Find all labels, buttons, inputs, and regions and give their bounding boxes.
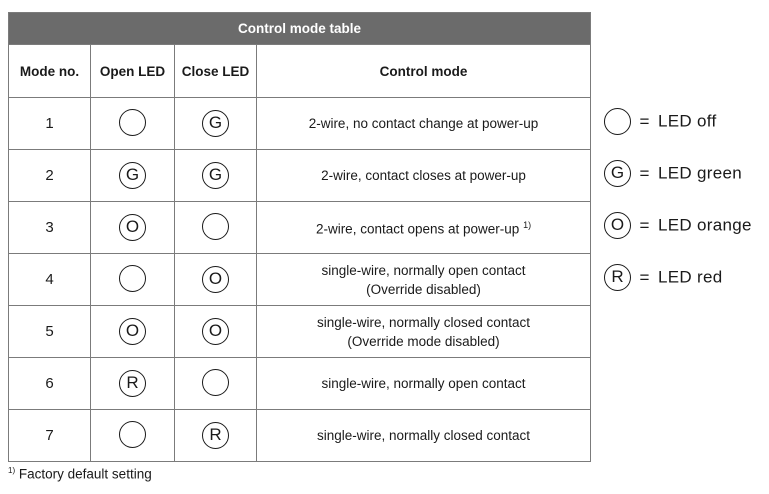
mode-number: 2 — [9, 150, 91, 202]
legend-item — [604, 264, 722, 291]
legend-label: LED red — [658, 267, 723, 287]
led-circle-icon: G — [604, 160, 631, 187]
control-mode-cell — [257, 254, 591, 306]
legend-item — [604, 160, 742, 187]
open-led-cell — [91, 202, 175, 254]
led-circle-icon: R — [202, 422, 229, 449]
equals-sign: = — [639, 111, 650, 131]
footnote-mark: 1) — [8, 466, 16, 475]
open-led-cell — [91, 306, 175, 358]
close-led-cell — [175, 254, 257, 306]
table-row — [9, 202, 591, 254]
legend-item — [604, 212, 752, 239]
control-mode-text: single-wire, normally open contact — [321, 376, 526, 391]
footnote — [8, 466, 152, 482]
table-title: Control mode table — [9, 13, 591, 45]
header-close-led: Close LED — [175, 45, 257, 98]
led-circle-icon: O — [119, 318, 146, 345]
open-led-cell — [91, 358, 175, 410]
control-mode-text: 2-wire, contact opens at power-up — [315, 221, 520, 237]
control-mode-subtext: (Override mode disabled) — [347, 333, 500, 349]
control-mode-text: single-wire, normally closed contact — [316, 428, 531, 443]
mode-number: 3 — [9, 202, 91, 254]
led-circle-icon: R — [604, 264, 631, 291]
led-circle-icon: O — [119, 214, 146, 241]
control-mode-cell — [257, 202, 591, 254]
led-circle-icon — [202, 213, 229, 240]
control-mode-cell — [257, 410, 591, 462]
legend-label: LED green — [658, 163, 742, 183]
mode-number: 7 — [9, 410, 91, 462]
led-circle-icon: O — [202, 266, 229, 293]
open-led-cell — [91, 98, 175, 150]
close-led-cell — [175, 358, 257, 410]
open-led-cell — [91, 254, 175, 306]
led-circle-icon: G — [202, 110, 229, 137]
open-led-cell — [91, 410, 175, 462]
led-circle-icon: G — [119, 162, 146, 189]
close-led-cell — [175, 202, 257, 254]
table-row — [9, 306, 591, 358]
legend-item — [604, 108, 717, 135]
header-control-mode: Control mode — [257, 45, 591, 98]
led-circle-icon: G — [202, 162, 229, 189]
header-open-led: Open LED — [91, 45, 175, 98]
control-mode-cell — [257, 150, 591, 202]
control-mode-cell — [257, 98, 591, 150]
mode-number: 1 — [9, 98, 91, 150]
mode-number: 4 — [9, 254, 91, 306]
table-row — [9, 150, 591, 202]
control-mode-cell — [257, 306, 591, 358]
led-circle-icon — [202, 369, 229, 396]
control-mode-subtext: (Override disabled) — [366, 281, 481, 297]
led-circle-icon — [119, 265, 146, 292]
close-led-cell — [175, 410, 257, 462]
table-row — [9, 254, 591, 306]
control-mode-table — [8, 12, 591, 462]
equals-sign: = — [639, 215, 650, 235]
led-circle-icon — [604, 108, 631, 135]
close-led-cell — [175, 306, 257, 358]
footnote-text: Factory default setting — [18, 466, 152, 482]
led-circle-icon — [119, 421, 146, 448]
open-led-cell — [91, 150, 175, 202]
legend-label: LED off — [658, 111, 717, 131]
led-circle-icon — [119, 109, 146, 136]
control-mode-text: single-wire, normally closed contact — [316, 314, 531, 330]
led-circle-icon: O — [202, 318, 229, 345]
close-led-cell — [175, 98, 257, 150]
mode-number: 6 — [9, 358, 91, 410]
control-mode-text: 2-wire, no contact change at power-up — [308, 116, 539, 131]
equals-sign: = — [639, 163, 650, 183]
footnote-ref: 1) — [523, 220, 532, 231]
led-circle-icon: R — [119, 370, 146, 397]
header-mode-no: Mode no. — [9, 45, 91, 98]
led-circle-icon: O — [604, 212, 631, 239]
control-mode-cell — [257, 358, 591, 410]
table-row — [9, 358, 591, 410]
mode-number: 5 — [9, 306, 91, 358]
control-mode-text: single-wire, normally open contact — [321, 262, 526, 278]
close-led-cell — [175, 150, 257, 202]
table-row — [9, 410, 591, 462]
control-mode-text: 2-wire, contact closes at power-up — [321, 168, 526, 183]
table-row — [9, 98, 591, 150]
equals-sign: = — [639, 267, 650, 287]
legend-label: LED orange — [658, 215, 752, 235]
